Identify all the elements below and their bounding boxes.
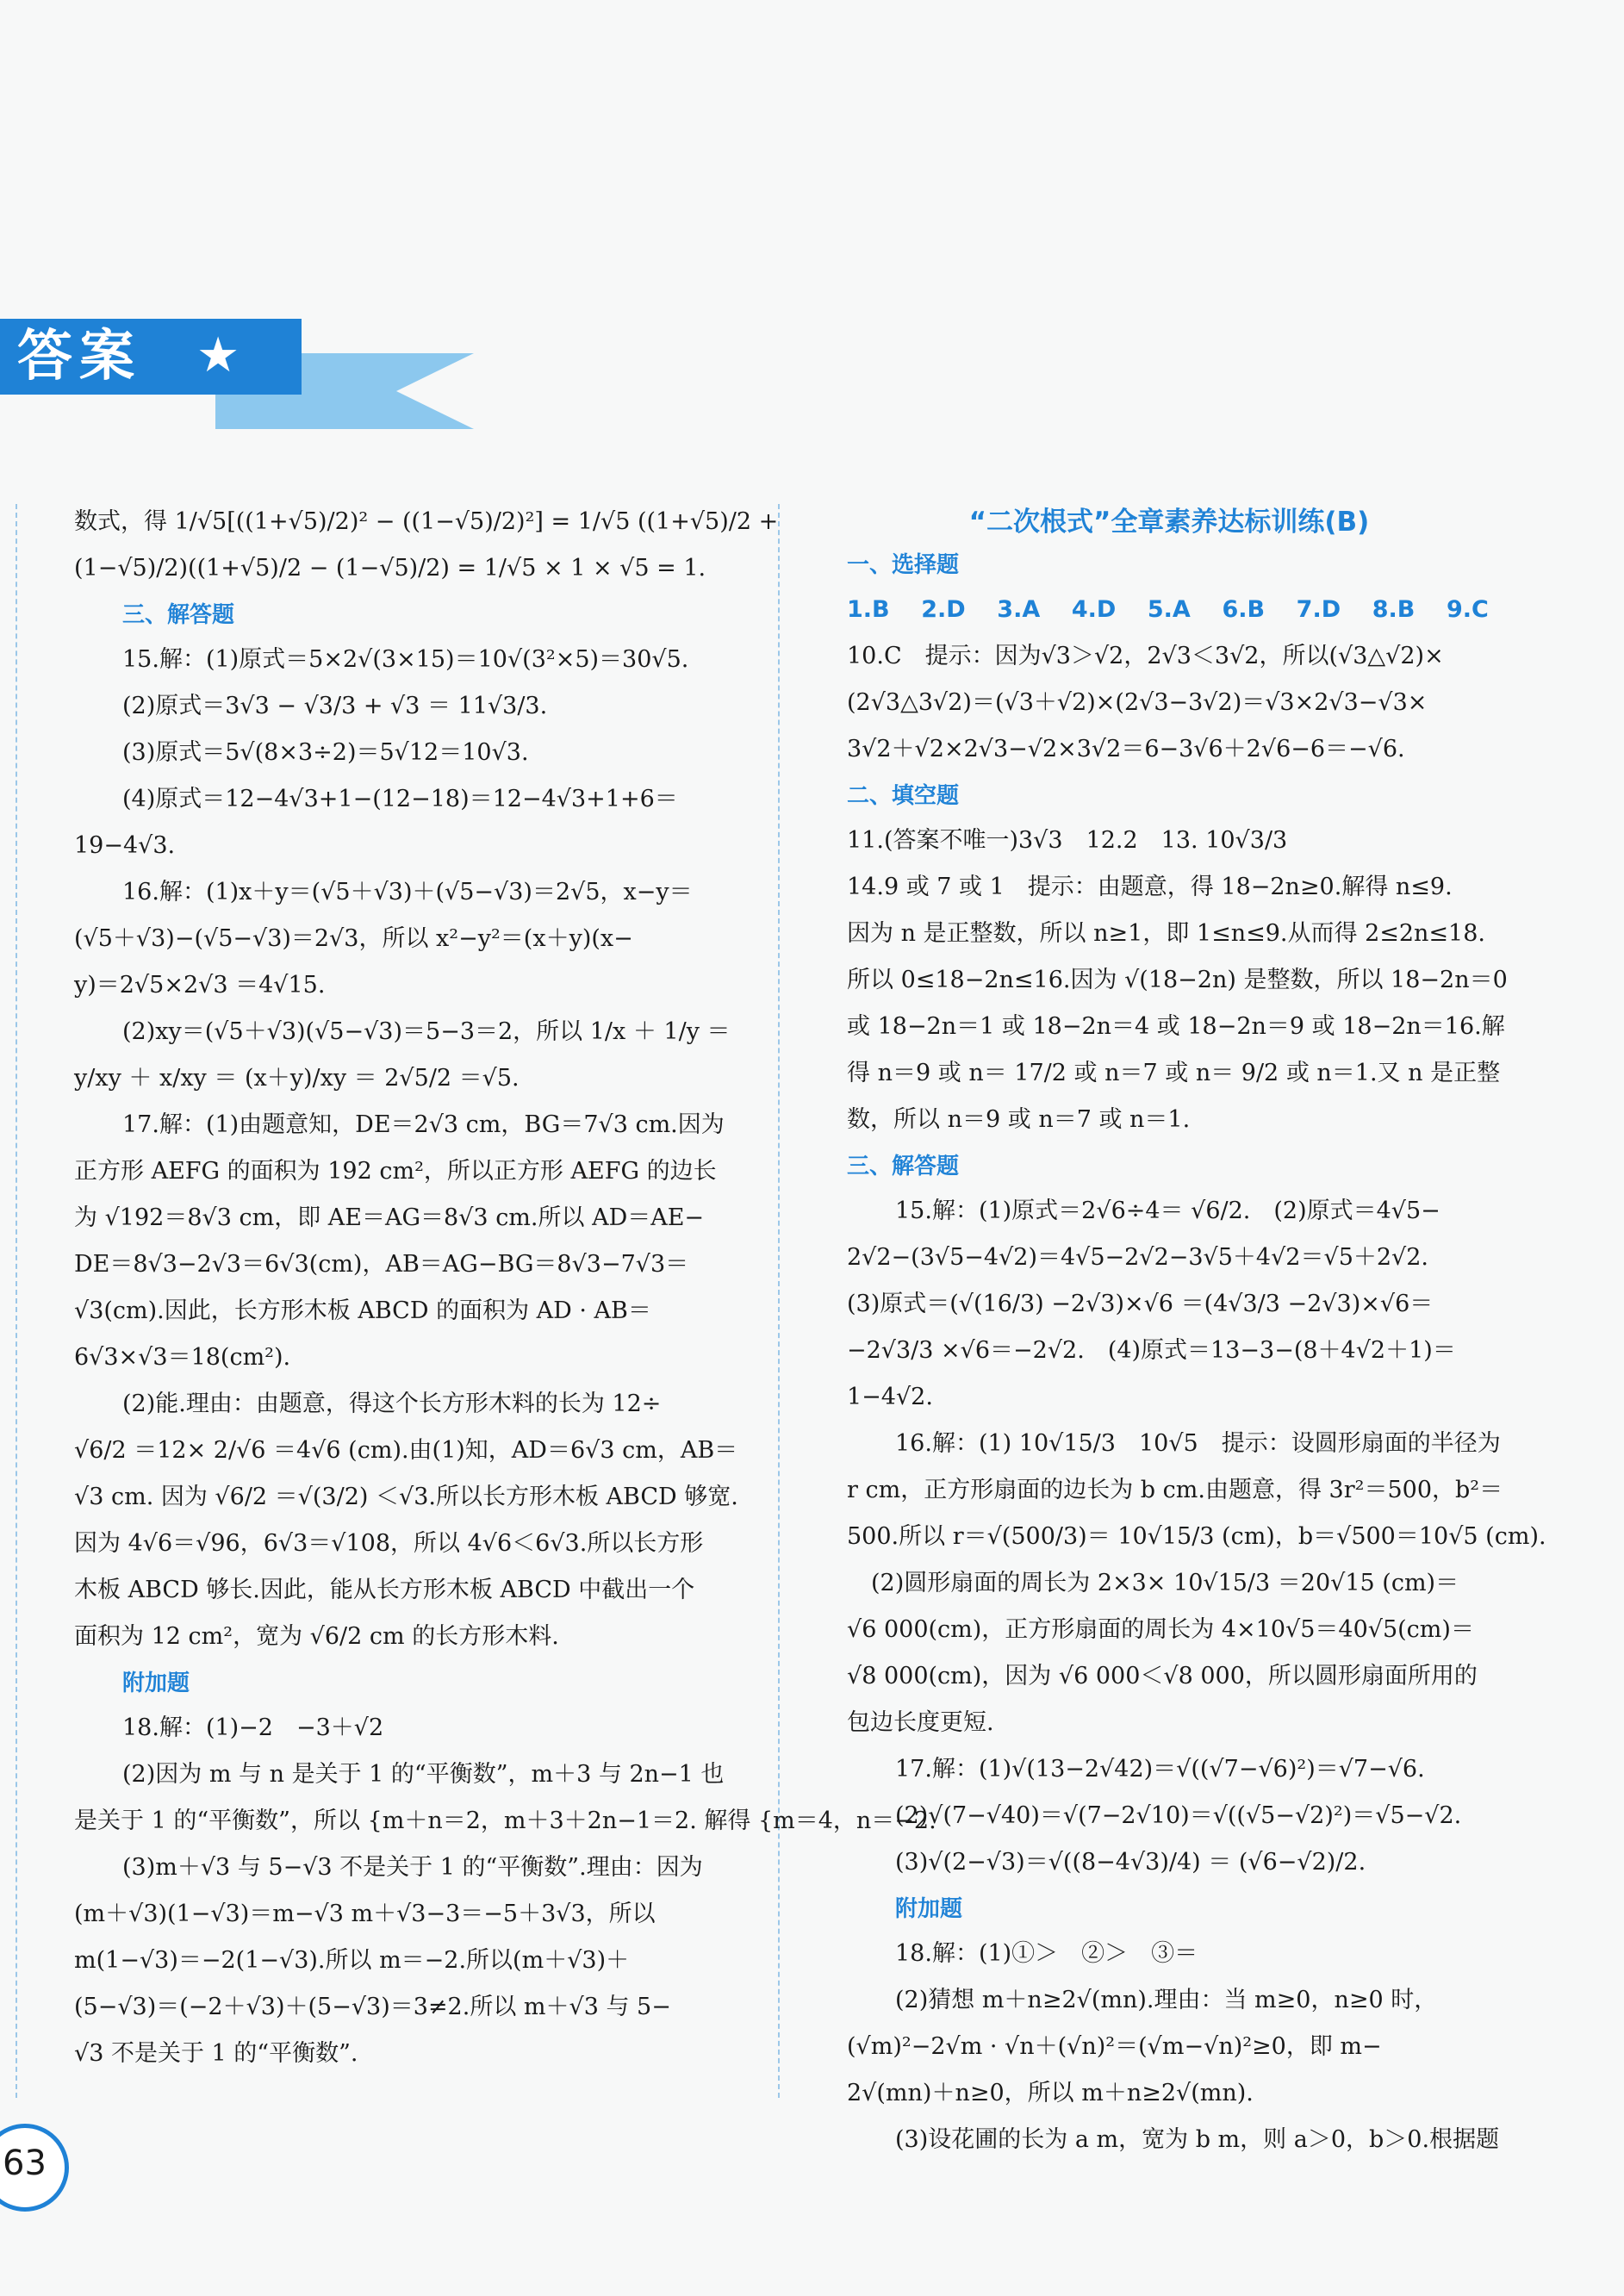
left-line: (m＋√3)(1−√3)＝m−√3 m＋√3−3＝−5＋3√3，所以 — [74, 1901, 656, 1927]
left-line: √3 cm. 因为 √6/2 ＝√(3/2) ＜√3.所以长方形木板 ABCD 够宽. — [74, 1484, 738, 1510]
mc-answer: 1.B — [847, 596, 890, 623]
right-line: (2√3△3√2)＝(√3＋√2)×(2√3−3√2)＝√3×2√3−√3× — [847, 689, 1428, 716]
left-line: 因为 4√6＝√96，6√3＝√108，所以 4√6＜6√3.所以长方形 — [74, 1530, 704, 1557]
left-line: 木板 ABCD 够长.因此，能从长方形木板 ABCD 中截出一个 — [74, 1577, 695, 1603]
right-column — [847, 504, 1546, 2168]
left-line: 是关于 1 的“平衡数”，所以 {m＋n＝2，m＋3＋2n−1＝2. 解得 {m＝4，n＝−2. — [74, 1808, 936, 1834]
left-line: (1−√5)/2)((1+√5)/2 − (1−√5)/2) = 1/√5 × 1 × √5 = 1. — [74, 555, 706, 582]
chapter-title: “二次根式”全章素养达标训练(B) — [968, 507, 1370, 538]
left-line: (2)原式＝3√3 − √3/3 + √3 ＝ 11√3/3. — [122, 693, 548, 719]
right-line: (2)猜想 m＋n≥2√(mn).理由：当 m≥0，n≥0 时， — [895, 1987, 1438, 2013]
right-line: 16.解：(1) 10√15/3 10√5 提示：设圆形扇面的半径为 — [895, 1430, 1501, 1457]
right-line: (3)原式＝(√(16/3) −2√3)×√6 ＝(4√3/3 −2√3)×√6＝ — [847, 1291, 1434, 1317]
left-line: 为 √192＝8√3 cm，即 AE＝AG＝8√3 cm.所以 AD＝AE− — [74, 1204, 705, 1231]
right-line: (√m)²−2√m · √n＋(√n)²＝(√m−√n)²≥0，即 m− — [847, 2033, 1382, 2060]
left-line: √6/2 ＝12× 2/√6 ＝4√6 (cm).由(1)知，AD＝6√3 cm，AB＝ — [74, 1437, 738, 1464]
right-line: (2)圆形扇面的周长为 2×3× 10√15/3 ＝20√15 (cm)＝ — [871, 1570, 1459, 1596]
mc-answer: 4.D — [1071, 596, 1117, 623]
mc-answer: 2.D — [921, 596, 966, 623]
page-number: 63 — [3, 2144, 47, 2183]
mc-answer: 8.B — [1372, 596, 1416, 623]
answer-banner — [0, 319, 482, 431]
left-line: (3)原式＝5√(8×3÷2)＝5√12＝10√3. — [122, 739, 529, 766]
left-line: (√5＋√3)−(√5−√3)＝2√3，所以 x²−y²＝(x＋y)(x− — [74, 925, 633, 952]
left-line: DE＝8√3−2√3＝6√3(cm)，AB＝AG−BG＝8√3−7√3＝ — [74, 1251, 689, 1278]
right-line: 数，所以 n＝9 或 n＝7 或 n＝1. — [847, 1106, 1191, 1133]
multiple-choice-answers — [847, 592, 1491, 628]
mc-answer: 3.A — [997, 596, 1041, 623]
right-line: 2√(mn)＋n≥0，所以 m＋n≥2√(mn). — [847, 2080, 1254, 2106]
mc-answer: 5.A — [1147, 596, 1191, 623]
left-line: y/xy ＋ x/xy ＝ (x＋y)/xy ＝ 2√5/2 ＝√5. — [74, 1065, 520, 1092]
mc-answer: 9.C — [1446, 596, 1489, 623]
left-line: (4)原式＝12−4√3+1−(12−18)＝12−4√3+1+6＝ — [122, 786, 678, 812]
left-line: (5−√3)＝(−2＋√3)＋(5−√3)＝3≠2.所以 m＋√3 与 5− — [74, 1994, 671, 2020]
page-number-badge — [0, 2124, 69, 2212]
section-heading: 附加题 — [122, 1671, 190, 1696]
left-line: 正方形 AEFG 的面积为 192 cm²，所以正方形 AEFG 的边长 — [74, 1158, 717, 1185]
left-line: √3 不是关于 1 的“平衡数”. — [74, 2040, 358, 2067]
right-line: 17.解：(1)√(13−2√42)＝√((√7−√6)²)＝√7−√6. — [895, 1756, 1425, 1783]
left-line: 15.解：(1)原式＝5×2√(3×15)＝10√(3²×5)＝30√5. — [122, 646, 689, 673]
left-line: 数式，得 1/√5[((1+√5)/2)² − ((1−√5)/2)²] = 1/√5 ((1+√5)/2 + — [74, 508, 779, 535]
right-line: 得 n＝9 或 n＝ 17/2 或 n＝7 或 n＝ 9/2 或 n＝1.又 n 是正整 — [847, 1060, 1501, 1086]
star-icon: ★ — [196, 327, 240, 383]
right-line: r cm，正方形扇面的边长为 b cm.由题意，得 3r²＝500，b²＝ — [847, 1477, 1503, 1503]
section-heading: 三、解答题 — [122, 602, 235, 628]
left-line: 18.解：(1)−2 −3＋√2 — [122, 1714, 384, 1741]
right-line: (3)设花圃的长为 a m，宽为 b m，则 a＞0，b＞0.根据题 — [895, 2126, 1500, 2153]
left-line: 6√3×√3＝18(cm²). — [74, 1344, 291, 1371]
right-line: 包边长度更短. — [847, 1709, 994, 1736]
mc-answer: 7.D — [1296, 596, 1341, 623]
right-line: √6 000(cm)，正方形扇面的周长为 4×10√5＝40√5(cm)＝ — [847, 1616, 1474, 1643]
left-line: (2)xy＝(√5＋√3)(√5−√3)＝5−3＝2，所以 1/x ＋ 1/y ＝ — [122, 1018, 731, 1045]
section-heading: 一、选择题 — [847, 552, 960, 578]
right-line: 18.解：(1)①＞ ②＞ ③＝ — [895, 1940, 1198, 1967]
right-line: 因为 n 是正整数，所以 n≥1，即 1≤n≤9.从而得 2≤2n≤18. — [847, 920, 1485, 947]
right-line: 3√2＋√2×2√3−√2×3√2＝6−3√6＋2√6−6＝−√6. — [847, 736, 1405, 762]
left-line: 17.解：(1)由题意知，DE＝2√3 cm，BG＝7√3 cm.因为 — [122, 1111, 725, 1138]
left-line: (2)能.理由：由题意，得这个长方形木料的长为 12÷ — [122, 1391, 662, 1417]
right-line: 11.(答案不唯一)3√3 12.2 13. 10√3/3 — [847, 827, 1288, 854]
right-line: (3)√(2−√3)＝√((8−4√3)/4) ＝ (√6−√2)/2. — [895, 1849, 1366, 1876]
section-heading: 三、解答题 — [847, 1154, 960, 1179]
right-line: −2√3/3 ×√6＝−2√2. (4)原式＝13−3−(8＋4√2＋1)＝ — [847, 1337, 1456, 1364]
left-line: √3(cm).因此，长方形木板 ABCD 的面积为 AD · AB＝ — [74, 1297, 651, 1324]
section-heading: 附加题 — [895, 1896, 963, 1922]
mc-answer: 6.B — [1222, 596, 1266, 623]
right-line: 15.解：(1)原式＝2√6÷4＝ √6/2. (2)原式＝4√5− — [895, 1198, 1440, 1224]
banner-title: 答案 — [17, 325, 141, 389]
left-line: 16.解：(1)x＋y＝(√5＋√3)＋(√5−√3)＝2√5，x−y＝ — [122, 879, 693, 905]
left-line: (2)因为 m 与 n 是关于 1 的“平衡数”，m＋3 与 2n−1 也 — [122, 1761, 725, 1788]
left-line: y)＝2√5×2√3 ＝4√15. — [74, 972, 326, 999]
right-line: 2√2−(3√5−4√2)＝4√5−2√2−3√5＋4√2＝√5＋2√2. — [847, 1244, 1429, 1271]
left-line: 面积为 12 cm²，宽为 √6/2 cm 的长方形木料. — [74, 1623, 559, 1650]
left-line: m(1−√3)＝−2(1−√3).所以 m＝−2.所以(m＋√3)＋ — [74, 1947, 630, 1974]
right-line: (2)√(7−√40)＝√(7−2√10)＝√((√5−√2)²)＝√5−√2. — [895, 1802, 1462, 1829]
section-heading: 二、填空题 — [847, 783, 960, 809]
left-line: (3)m＋√3 与 5−√3 不是关于 1 的“平衡数”.理由：因为 — [122, 1854, 703, 1881]
right-line: 14.9 或 7 或 1 提示：由题意，得 18−2n≥0.解得 n≤9. — [847, 874, 1453, 900]
right-line: 或 18−2n＝1 或 18−2n＝4 或 18−2n＝9 或 18−2n＝16.解 — [847, 1013, 1505, 1040]
right-line: 10.C 提示：因为√3＞√2，2√3＜3√2，所以(√3△√2)× — [847, 643, 1444, 669]
left-divider — [16, 504, 17, 2098]
column-divider — [778, 504, 780, 2098]
right-line: 500.所以 r＝√(500/3)＝ 10√15/3 (cm)，b＝√500＝10√5 (cm). — [847, 1523, 1546, 1550]
right-line: √8 000(cm)，因为 √6 000＜√8 000，所以圆形扇面所用的 — [847, 1663, 1478, 1689]
right-line: 所以 0≤18−2n≤16.因为 √(18−2n) 是整数，所以 18−2n＝0 — [847, 967, 1508, 993]
right-line: 1−4√2. — [847, 1384, 933, 1410]
left-line: 19−4√3. — [74, 832, 176, 859]
